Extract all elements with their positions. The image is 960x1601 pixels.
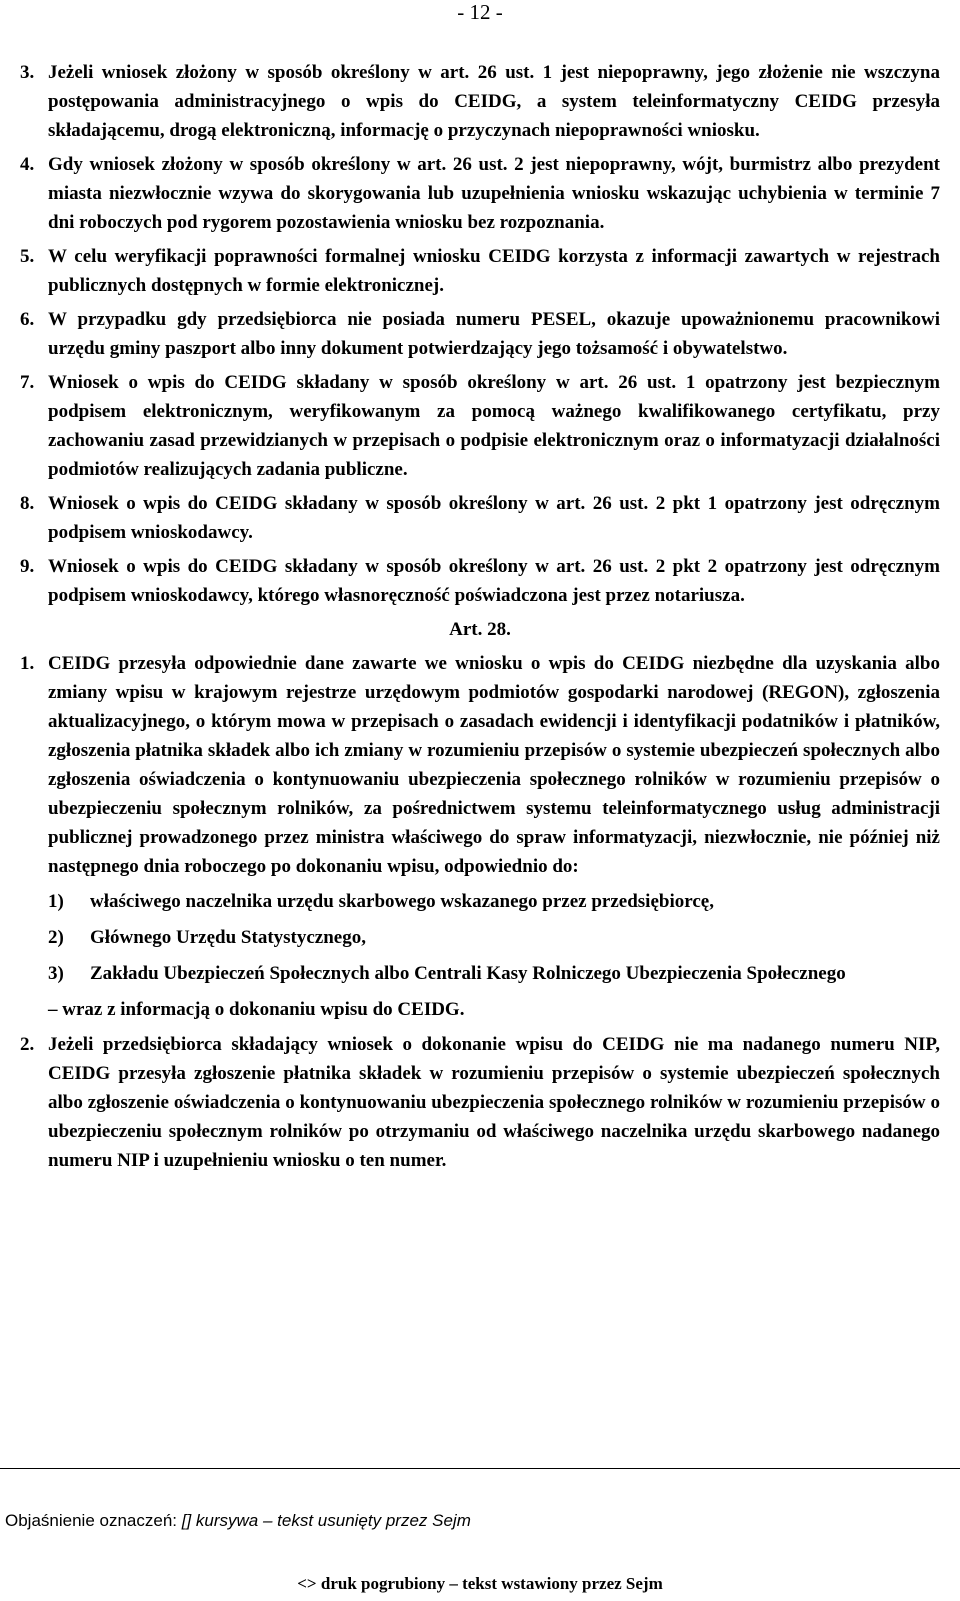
paragraph [20,242,940,300]
document-body [20,58,940,1180]
paragraph [20,489,940,547]
list-item-number: 2) [48,927,64,948]
list-item-text: Zakładu Ubezpieczeń Społecznych albo Centrali Kasy Rolniczego Ubezpieczenia Społecznego [90,963,846,984]
paragraph-number: 2. [20,1034,35,1055]
art28-list [20,887,940,988]
paragraph-text: Wniosek o wpis do CEIDG składany w sposób określony w art. 26 ust. 2 pkt 2 opatrzony jest odręcznym podpisem wnioskodawcy, którego własnoręczność poświadczona jest przez notariusza. [48,556,940,606]
art28-paragraph-2 [20,1030,940,1175]
paragraph-text: W celu weryfikacji poprawności formalnej wniosku CEIDG korzysta z informacji zawartych w rejestrach publicznych dostępnych w formie elektronicznej. [48,246,940,296]
paragraph [20,305,940,363]
paragraphs-section [20,58,940,610]
list-item [20,923,940,952]
list-item [20,887,940,916]
paragraph [20,58,940,145]
list-item-number: 3) [48,963,64,984]
list-item-text: właściwego naczelnika urzędu skarbowego wskazanego przez przedsiębiorcę, [90,891,714,912]
list-closing-text: – wraz z informacją o dokonaniu wpisu do CEIDG. [48,999,465,1020]
paragraph [20,552,940,610]
paragraph-number: 5. [20,246,35,267]
legend-italic-text: [] kursywa – tekst usunięty przez Sejm [181,1511,471,1530]
paragraph-text: Wniosek o wpis do CEIDG składany w sposób określony w art. 26 ust. 2 pkt 1 opatrzony jest odręcznym podpisem wnioskodawcy. [48,493,940,543]
paragraph-number: 1. [20,653,35,674]
paragraph-number: 3. [20,62,35,83]
page-number: - 12 - [457,0,503,24]
paragraph-number: 8. [20,493,35,514]
paragraph-text: CEIDG przesyła odpowiednie dane zawarte we wniosku o wpis do CEIDG niezbędne dla uzyskania albo zmiany wpisu w krajowym rejestrze urzędowym podmiotów gospodarki narodowej (REGON), zgłoszenia aktualizacyjnego, o którym mowa w przepisach o zasadach ewidencji i identyfikacji podatników i płatników, zgłoszenia płatnika składek albo ich zmiany w rozumieniu przepisów o systemie ubezpieczeń społecznych albo zgłoszenia oświadczenia o kontynuowaniu ubezpieczenia społecznego rolników w rozumieniu przepisów o ubezpieczeniu społecznym rolników, za pośrednictwem systemu teleinformatycznego usług administracji publicznej prowadzonego przez ministra właściwego do spraw informatyzacji, niezwłocznie, nie później niż następnego dnia roboczego po dokonaniu wpisu, odpowiednio do: [48,653,940,877]
art28-paragraph-1 [20,649,940,881]
paragraph-number: 6. [20,309,35,330]
paragraph-text: Gdy wniosek złożony w sposób określony w art. 26 ust. 2 jest niepoprawny, wójt, burmistrz albo prezydent miasta niezwłocznie wzywa do skorygowania lub uzupełnienia wniosku wskazując uchybienia w terminie 7 dni roboczych pod rygorem pozostawienia wniosku bez rozpoznania. [48,154,940,233]
footer-divider [0,1468,960,1469]
paragraph-number: 9. [20,556,35,577]
paragraph [20,368,940,484]
list-item-number: 1) [48,891,64,912]
paragraph-text: W przypadku gdy przedsiębiorca nie posiada numeru PESEL, okazuje upoważnionemu pracownikowi urzędu gminy paszport albo inny dokument potwierdzający jego tożsamość i obywatelstwo. [48,309,940,359]
legend-line [5,1510,471,1532]
legend-label: Objaśnienie oznaczeń: [5,1511,178,1530]
paragraph-text: Jeżeli przedsiębiorca składający wniosek o dokonanie wpisu do CEIDG nie ma nadanego numeru NIP, CEIDG przesyła zgłoszenie płatnika składek w rozumieniu przepisów o systemie ubezpieczeń społecznych albo zgłoszenie oświadczenia o kontynuowaniu ubezpieczenia społecznego rolników w rozumieniu przepisów o ubezpieczeniu społecznym rolników po otrzymaniu od właściwego naczelnika urzędu skarbowego nadanego numeru NIP i uzupełnieniu wniosku o ten numer. [48,1034,940,1171]
list-item [20,959,940,988]
list-item-text: Głównego Urzędu Statystycznego, [90,927,366,948]
paragraph-text: Jeżeli wniosek złożony w sposób określony w art. 26 ust. 1 jest niepoprawny, jego złożenie nie wszczyna postępowania administracyjnego o wpis do CEIDG, a system teleinformatyczny CEIDG przesyła składającemu, drogą elektroniczną, informację o przyczynach niepoprawności wniosku. [48,62,940,141]
paragraph-number: 7. [20,372,35,393]
paragraph-text: Wniosek o wpis do CEIDG składany w sposób określony w art. 26 ust. 1 opatrzony jest bezpiecznym podpisem elektronicznym, weryfikowanym za pomocą ważnego kwalifikowanego certyfikatu, przy zachowaniu zasad przewidzianych w przepisach o podpisie elektronicznym oraz o informatyzacji działalności podmiotów realizujących zadania publiczne. [48,372,940,480]
legend-bold-text: <> druk pogrubiony – tekst wstawiony przez Sejm [297,1574,663,1593]
paragraph-number: 4. [20,154,35,175]
article-heading: Art. 28. [449,619,511,640]
paragraph [20,150,940,237]
